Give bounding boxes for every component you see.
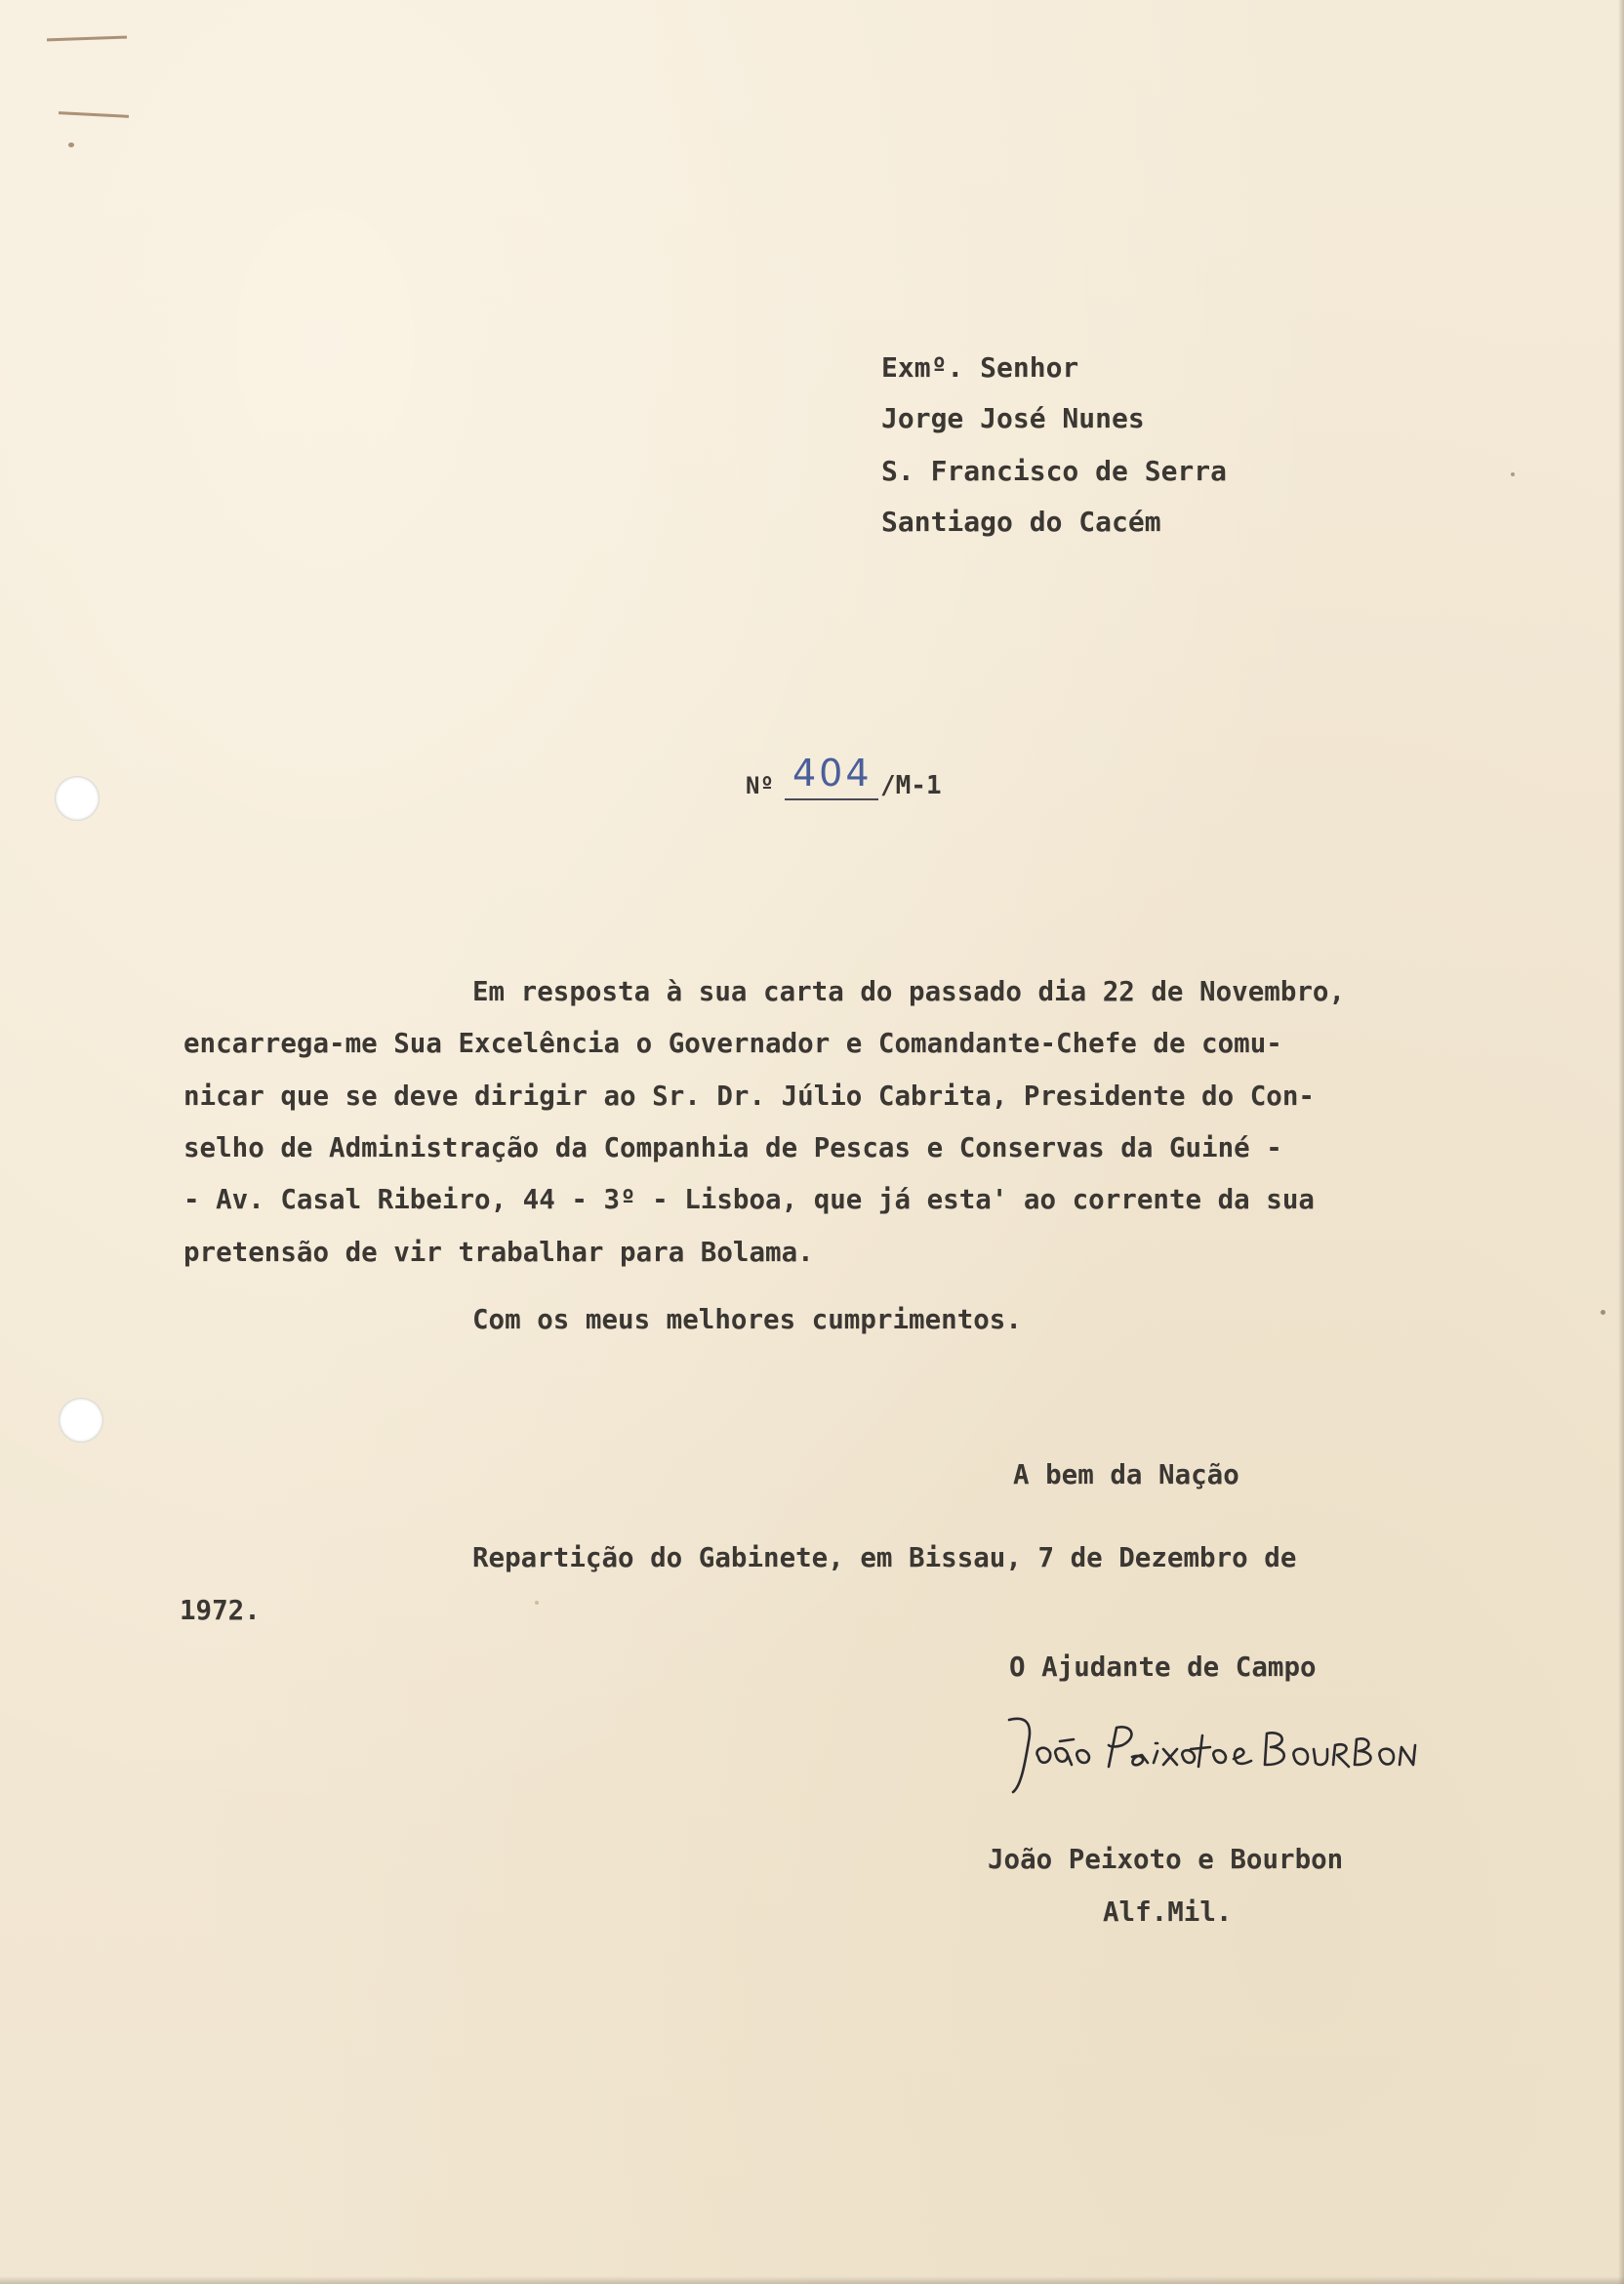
body-line: Em resposta à sua carta do passado dia 22 de Novembro,	[472, 976, 1346, 1007]
body-line: encarrega-me Sua Excelência o Governador e Comandante-Chefe de comu-	[183, 1028, 1282, 1059]
stain-mark	[47, 36, 127, 42]
speck	[1511, 472, 1515, 476]
speck	[535, 1601, 539, 1605]
body-line: nicar que se deve dirigir ao Sr. Dr. Júlio Cabrita, Presidente do Con-	[183, 1081, 1315, 1112]
signature-image	[995, 1706, 1425, 1804]
signer-role: O Ajudante de Campo	[1009, 1652, 1317, 1683]
page-bottom-shadow	[0, 2276, 1624, 2284]
addressee-line: S. Francisco de Serra	[881, 455, 1228, 487]
punch-hole	[59, 1398, 103, 1443]
place-date-line: Repartição do Gabinete, em Bissau, 7 de Dezembro de	[472, 1542, 1297, 1573]
place-date-line: 1972.	[180, 1595, 261, 1626]
page-edge-shadow	[1618, 0, 1624, 2284]
body-line: - Av. Casal Ribeiro, 44 - 3º - Lisboa, que já esta' ao corrente da sua	[183, 1184, 1315, 1215]
punch-hole	[55, 776, 100, 821]
addressee-line: Santiago do Cacém	[881, 506, 1161, 538]
salutation: A bem da Nação	[1013, 1459, 1239, 1490]
body-line: selho de Administração da Companhia de Pescas e Conservas da Guiné -	[183, 1132, 1282, 1163]
body-line: pretensão de vir trabalhar para Bolama.	[183, 1237, 814, 1268]
stain-mark	[59, 111, 129, 118]
reference-number: 404	[792, 752, 873, 795]
signer-rank: Alf.Mil.	[1103, 1897, 1233, 1928]
addressee-line: Exmº. Senhor	[881, 351, 1079, 384]
addressee-line: Jorge José Nunes	[881, 402, 1145, 434]
signer-name: João Peixoto e Bourbon	[988, 1844, 1344, 1875]
reference-prefix: Nº	[746, 772, 774, 799]
closing-line: Com os meus melhores cumprimentos.	[472, 1304, 1022, 1335]
speck	[1601, 1310, 1605, 1315]
reference-underline	[785, 798, 878, 800]
reference-suffix: /M-1	[880, 771, 942, 800]
stain-mark	[68, 143, 74, 147]
